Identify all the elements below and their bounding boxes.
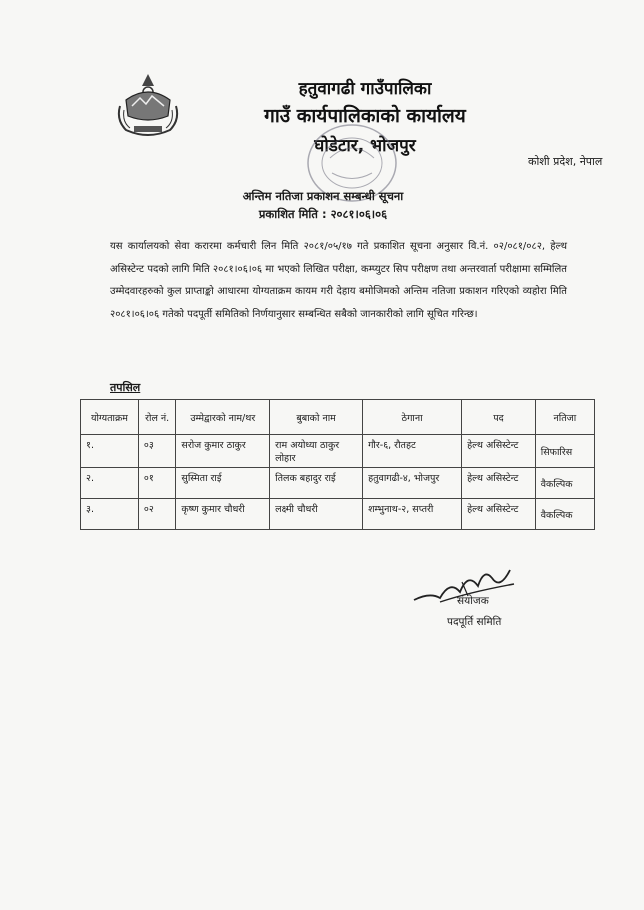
- cell-address: हतुवागढी-४, भोजपुर: [363, 468, 462, 499]
- cell-father-name: लक्ष्मी चौधरी: [270, 499, 363, 530]
- cell-post: हेल्थ असिस्टेन्ट: [462, 499, 536, 530]
- details-label: तपसिल: [110, 381, 141, 394]
- cell-roll-no: ०२: [138, 499, 175, 530]
- province-label: कोशी प्रदेश, नेपाल: [528, 155, 603, 168]
- header-father-name: बुबाको नाम: [270, 400, 363, 435]
- office-name: गाउँ कार्यपालिकाको कार्यालय: [264, 105, 466, 127]
- notice-subject: अन्तिम नतिजा प्रकाशन सम्बन्धी सूचना: [242, 189, 404, 203]
- cell-post: हेल्थ असिस्टेन्ट: [462, 468, 536, 499]
- cell-candidate-name: सरोज कुमार ठाकुर: [176, 435, 270, 468]
- cell-result: सिफारिस: [535, 435, 594, 468]
- published-date: प्रकाशित मिति : २०८१।०६।०६: [258, 207, 388, 221]
- cell-candidate-name: कृष्ण कुमार चौधरी: [176, 499, 270, 530]
- cell-rank: १.: [81, 435, 139, 468]
- header-candidate-name: उम्मेद्वारको नाम/थर: [176, 400, 270, 435]
- committee-name: पदपूर्ति समिति: [447, 616, 502, 628]
- cell-father-name: राम अयोध्या ठाकुर लोहार: [270, 435, 363, 468]
- cell-address: गौर-६, रौतहट: [363, 435, 462, 468]
- emblem-logo-icon: [112, 70, 184, 140]
- municipality-name: हतुवागढी गाउँपालिका: [298, 79, 432, 99]
- header-result: नतिजा: [535, 400, 594, 435]
- cell-father-name: तिलक बहादुर राई: [270, 468, 363, 499]
- cell-rank: २.: [81, 468, 139, 499]
- header-address: ठेगाना: [363, 400, 462, 435]
- cell-roll-no: ०३: [138, 435, 175, 468]
- cell-roll-no: ०१: [138, 468, 175, 499]
- notice-body: यस कार्यालयको सेवा करारमा कर्मचारी लिन मिति २०८१/०५/१७ गते प्रकाशित सूचना अनुसार वि.नं. ०२/०८१/०८२, हेल्थ असिस्टेन्ट पदको लागि मिति २०८१।०६।०६ मा भएको लिखित परीक्षा, कम्प्युटर सिप परीक्षण तथा अन्तरवार्ता परीक्षामा सम्मिलित उम्मेदवारहरुको कुल प्राप्ताङ्को आधारमा योग्यताक्रम कायम गरी देहाय बमोजिमको अन्तिम नतिजा प्रकाशन गरिएको व्यहोरा मिति २०८१।०६।०६ गतेको पदपूर्ती समितिको निर्णयानुसार सम्बन्धित सबैको जानकारीको लागि सूचित गरिन्छ।: [110, 241, 567, 320]
- cell-result: वैकल्पिक: [535, 499, 594, 530]
- header-roll-no: रोल नं.: [138, 400, 175, 435]
- cell-candidate-name: सुस्मिता राई: [176, 468, 270, 499]
- table-row: [81, 468, 595, 499]
- table-row: [81, 499, 595, 530]
- cell-address: शम्भुनाथ-२, सप्तरी: [363, 499, 462, 530]
- table-row: [81, 435, 595, 468]
- table-header-row: [81, 400, 595, 435]
- cell-result: वैकल्पिक: [535, 468, 594, 499]
- header-rank: योग्यताक्रम: [81, 400, 139, 435]
- results-table: [80, 399, 595, 530]
- cell-post: हेल्थ असिस्टेन्ट: [462, 435, 536, 468]
- office-location: घोडेटार, भोजपुर: [314, 136, 416, 156]
- cell-rank: ३.: [81, 499, 139, 530]
- signer-title: संयोजक: [457, 595, 489, 607]
- header-post: पद: [462, 400, 536, 435]
